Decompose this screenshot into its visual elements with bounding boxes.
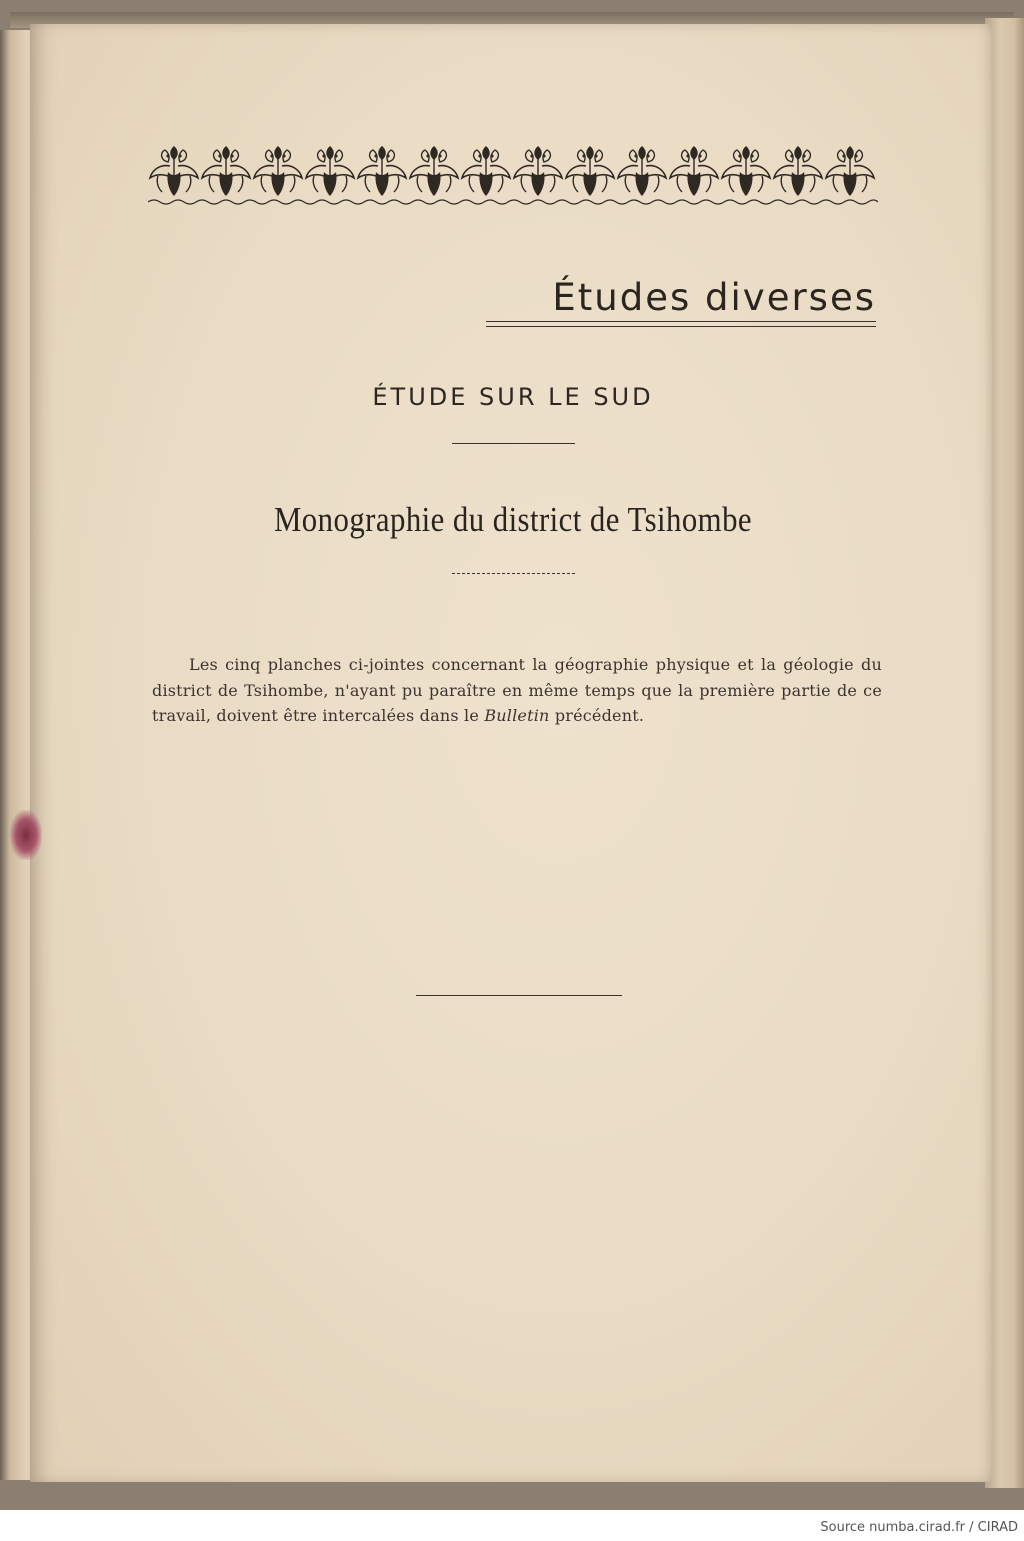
source-footer: Source numba.cirad.fr / CIRAD	[820, 1520, 1018, 1535]
divider-rule	[452, 573, 575, 574]
divider-rule	[452, 443, 575, 444]
paragraph-italic: Bulletin	[484, 706, 550, 725]
book-page	[30, 24, 992, 1482]
paragraph-text-end: précédent.	[549, 706, 645, 725]
section-title: Études diverses	[552, 276, 876, 319]
body-paragraph	[152, 652, 882, 729]
wavy-line	[148, 200, 878, 204]
end-rule	[416, 995, 622, 996]
ornament-border	[148, 140, 878, 208]
paragraph-text: Les cinq planches ci-jointes concernant la géographie physique et la géologie du district de Tsihombe, n'ayant pu paraître en même temps que la première partie de ce travail, doivent être intercalées dans le	[152, 655, 882, 725]
paper-stain	[10, 810, 42, 860]
iris-flower-icon	[150, 146, 874, 196]
title-double-rule	[486, 321, 876, 327]
heading: Monographie du district de Tsihombe	[273, 500, 753, 539]
subtitle: ÉTUDE SUR LE SUD	[372, 383, 654, 411]
